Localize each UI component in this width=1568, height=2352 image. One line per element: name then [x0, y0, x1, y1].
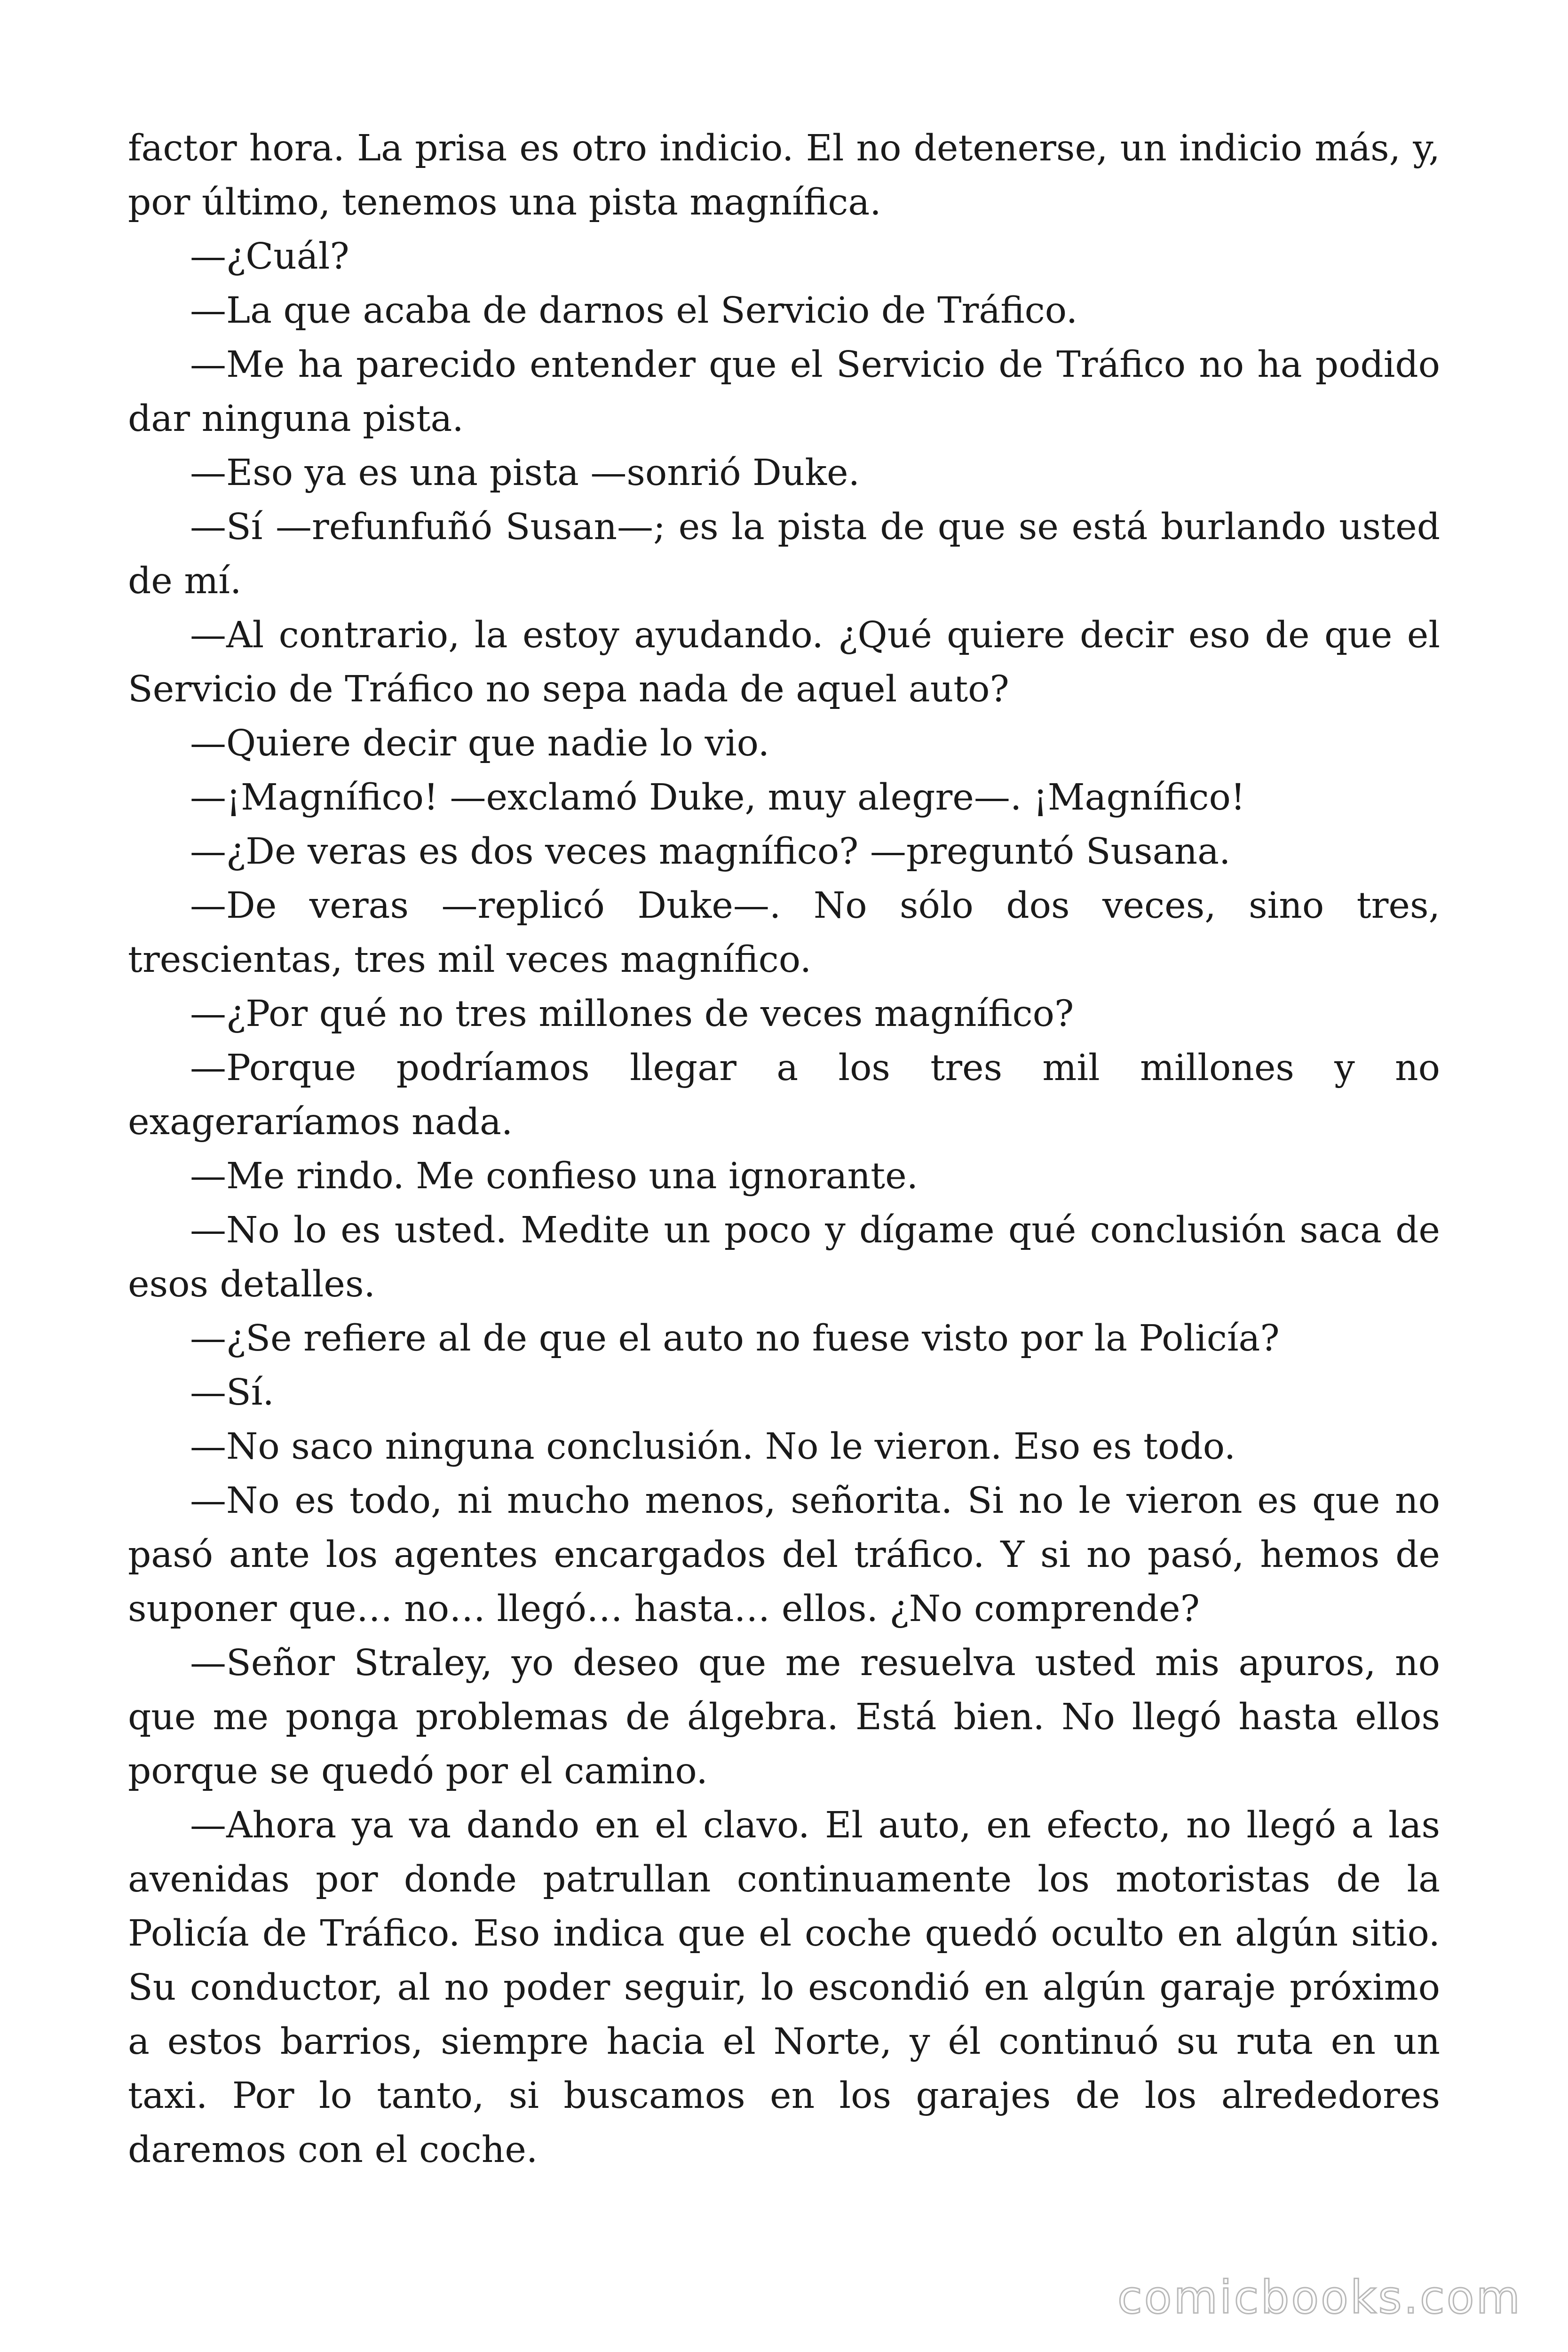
dialogue-paragraph: —Me ha parecido entender que el Servicio de Tráfico no ha podido dar ninguna pista. [128, 344, 1440, 440]
dialogue-paragraph: —Señor Straley, yo deseo que me resuelva usted mis apuros, no que me ponga problemas de álgebra. Está bien. No llegó hasta ellos porque se quedó por el camino. [128, 1642, 1440, 1792]
page-body [128, 121, 1440, 2177]
dialogue-paragraph: —La que acaba de darnos el Servicio de Tráfico. [190, 290, 1078, 332]
dialogue-paragraph: —Quiere decir que nadie lo vio. [190, 723, 770, 764]
dialogue-paragraph: —No lo es usted. Medite un poco y dígame qué conclusión saca de esos detalles. [128, 1209, 1440, 1305]
dialogue-paragraph: —¿Cuál? [190, 236, 349, 278]
dialogue-paragraph: —De veras —replicó Duke—. No sólo dos veces, sino tres, trescientas, tres mil veces magnífico. [128, 885, 1440, 981]
dialogue-paragraph: —¿Por qué no tres millones de veces magnífico? [190, 993, 1074, 1035]
dialogue-paragraph: —Sí. [190, 1372, 274, 1414]
dialogue-paragraph: —No es todo, ni mucho menos, señorita. Si no le vieron es que no pasó ante los agentes encargados del tráfico. Y si no pasó, hemos de suponer que… no… llegó… hasta… ellos. ¿No comprende? [128, 1480, 1440, 1630]
dialogue-paragraph: —¿De veras es dos veces magnífico? —preguntó Susana. [190, 831, 1231, 873]
dialogue-paragraph: —Porque podríamos llegar a los tres mil millones y no exageraríamos nada. [128, 1047, 1440, 1143]
dialogue-paragraph: —Al contrario, la estoy ayudando. ¿Qué quiere decir eso de que el Servicio de Tráfico no sepa nada de aquel auto? [128, 614, 1440, 710]
paragraph-continuation: factor hora. La prisa es otro indicio. El no detenerse, un indicio más, y, por último, tenemos una pista magnífica. [128, 127, 1440, 223]
dialogue-paragraph: —Eso ya es una pista —sonrió Duke. [190, 452, 860, 494]
dialogue-paragraph: —Sí —refunfuñó Susan—; es la pista de que se está burlando usted de mí. [128, 506, 1440, 602]
dialogue-paragraph: —No saco ninguna conclusión. No le vieron. Eso es todo. [190, 1426, 1236, 1468]
dialogue-paragraph: —Ahora ya va dando en el clavo. El auto, en efecto, no llegó a las avenidas por donde patrullan continuamente los motoristas de la Policía de Tráfico. Eso indica que el coche quedó oculto en algún sitio. Su conductor, al no poder seguir, lo escondió en algún garaje próximo a estos barrios, siempre hacia el Norte, y él continuó su ruta en un taxi. Por lo tanto, si buscamos en los garajes de los alrededores daremos con el coche. [128, 1804, 1440, 2171]
dialogue-paragraph: —¡Magnífico! —exclamó Duke, muy alegre—. ¡Magnífico! [190, 777, 1245, 818]
dialogue-paragraph: —Me rindo. Me confieso una ignorante. [190, 1155, 919, 1197]
dialogue-paragraph: —¿Se refiere al de que el auto no fuese visto por la Policía? [190, 1318, 1280, 1359]
watermark: comicbooks.com [1117, 2271, 1522, 2324]
